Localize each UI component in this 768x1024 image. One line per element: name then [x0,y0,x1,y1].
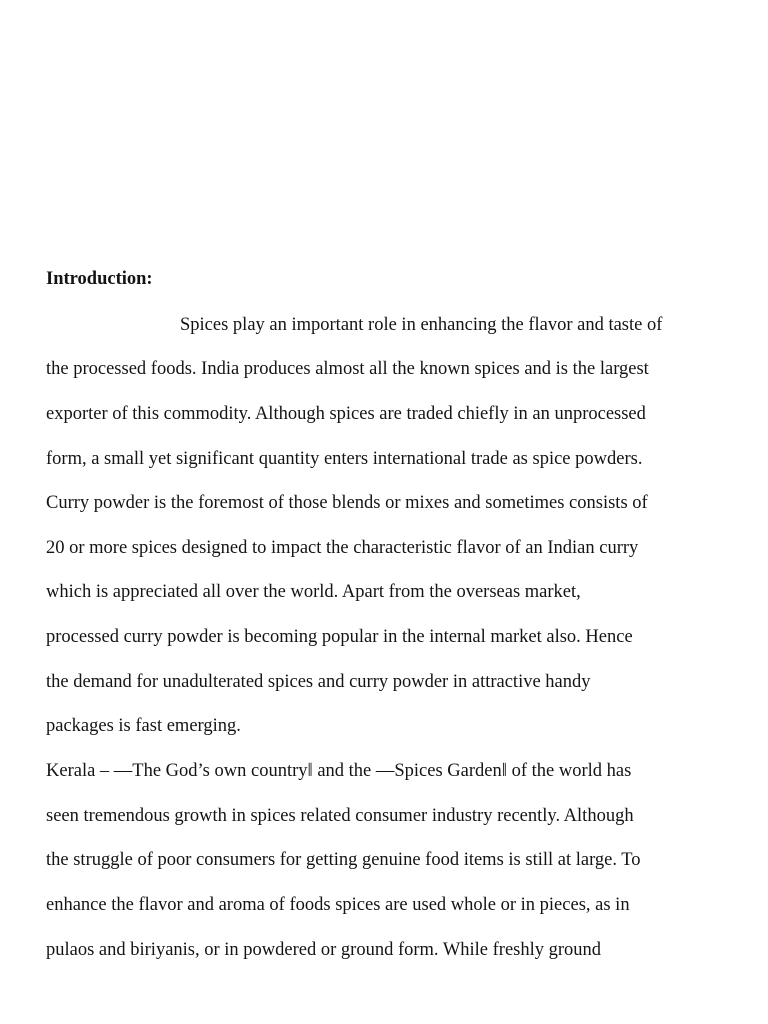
paragraph-line: processed curry powder is becoming popular in the internal market also. Hence [46,627,633,647]
paragraph-line: enhance the flavor and aroma of foods spices are used whole or in pieces, as in [46,895,630,915]
paragraph-line: the processed foods. India produces almost all the known spices and is the largest [46,359,649,379]
paragraph-line: Curry powder is the foremost of those blends or mixes and sometimes consists of [46,493,648,513]
paragraph-line: Kerala – ―The God’s own country‖ and the ―Spices Garden‖ of the world has [46,761,632,781]
paragraph-line: Spices play an important role in enhancing the flavor and taste of [180,315,663,335]
paragraph-line: packages is fast emerging. [46,716,241,736]
paragraph-line: seen tremendous growth in spices related consumer industry recently. Although [46,806,634,826]
section-heading: Introduction: [46,269,153,289]
paragraph-line: the struggle of poor consumers for getting genuine food items is still at large. To [46,850,641,870]
paragraph-line: form, a small yet significant quantity enters international trade as spice powders. [46,449,643,469]
paragraph-line: 20 or more spices designed to impact the characteristic flavor of an Indian curry [46,538,639,558]
paragraph-line: exporter of this commodity. Although spices are traded chiefly in an unprocessed [46,404,646,424]
paragraph-line: pulaos and biriyanis, or in powdered or ground form. While freshly ground [46,940,602,960]
paragraph-line: the demand for unadulterated spices and curry powder in attractive handy [46,672,591,692]
paragraph-line: which is appreciated all over the world. Apart from the overseas market, [46,582,581,602]
